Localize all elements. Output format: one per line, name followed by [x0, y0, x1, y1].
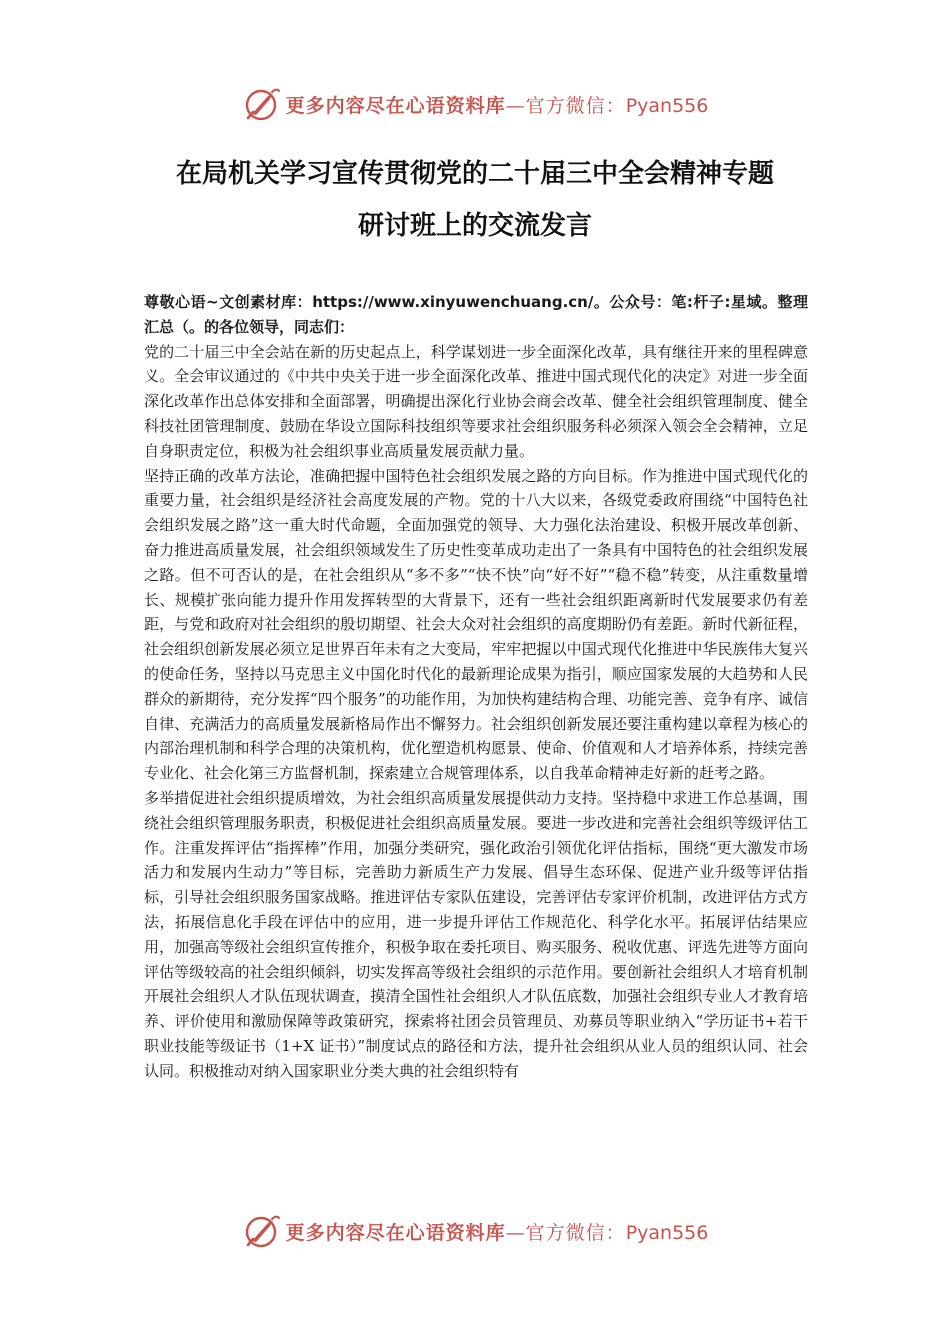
banner-text: [286, 91, 709, 118]
pen-nib-logo-icon: [242, 84, 282, 124]
banner-wechat-id: Pyan556: [625, 94, 709, 117]
body-paragraph-3: 多举措促进社会组织提质增效，为社会组织高质量发展提供动力支持。坚持稳中求进工作总基调，围绕社会组织管理服务职责，积极促进社会组织高质量发展。要进一步改进和完善社会组织等级评估工作。注重发挥评估“指挥棒”作用，加强分类研究，强化政治引领优化评估指标，围绕“更大激发市场活力和发展内生动力”等目标，完善助力新质生产力发展、倡导生态环保、促进产业升级等评估指标，引导社会组织服务国家战略。推进评估专家队伍建设，完善评估专家评价机制，改进评估方式方法，拓展信息化手段在评估中的应用，进一步提升评估工作规范化、科学化水平。拓展评估结果应用，加强高等级社会组织宣传推介，积极争取在委托项目、购买服务、税收优惠、评选先进等方面向评估等级较高的社会组织倾斜，切实发挥高等级社会组织的示范作用。要创新社会组织人才培育机制开展社会组织人才队伍现状调查，摸清全国性社会组织人才队伍底数，加强社会组织专业人才教育培养、评价使用和激励保障等政策研究，探索将社团会员管理员、劝募员等职业纳入“学历证书+若干职业技能等级证书（1+X 证书）”制度试点的路径和方法，提升社会组织从业人员的组织认同、社会认同。积极推动对纳入国家职业分类大典的社会组织特有: [144, 788, 808, 1080]
banner-wechat-id: Pyan556: [625, 1221, 709, 1244]
header-banner: [0, 84, 950, 124]
banner-text: [286, 1218, 709, 1245]
body-paragraph-2: 坚持正确的改革方法论，准确把握中国特色社会组织发展之路的方向目标。作为推进中国式现代化的重要力量，社会组织是经济社会高度发展的产物。党的十八大以来，各级党委政府围绕“中国特色社会组织发展之路”这一重大时代命题，全面加强党的领导、大力强化法治建设、积极开展改革创新、奋力推进高质量发展，社会组织领域发生了历史性变革成功走出了一条具有中国特色的社会组织发展之路。但不可否认的是，在社会组织从“多不多”“快不快”向“好不好”“稳不稳”转变，从注重数量增长、规模扩张向能力提升作用发挥转型的大背景下，还有一些社会组织距离新时代发展要求仍有差距，与党和政府对社会组织的殷切期望、社会大众对社会组织的高度期盼仍有差距。新时代新征程，社会组织创新发展必须立足世界百年未有之大变局，牢牢把握以中国式现代化推进中华民族伟大复兴的使命任务，坚持以马克思主义中国化时代化的最新理论成果为指引，顺应国家发展的大趋势和人民群众的新期待，充分发挥“四个服务”的功能作用，为加快构建结构合理、功能完善、竞争有序、诚信自律、充满活力的高质量发展新格局作出不懈努力。社会组织创新发展还要注重构建以章程为核心的内部治理机制和科学合理的决策机构，优化塑造机构愿景、使命、价值观和人才培养体系，持续完善专业化、社会化第三方监督机制，探索建立合规管理体系，以自我革命精神走好新的赶考之路。: [144, 466, 808, 783]
title-line-1: 在局机关学习宣传贯彻党的二十届三中全会精神专题: [175, 159, 774, 189]
banner-dash: —: [505, 94, 526, 117]
title-line-2: 研讨班上的交流发言: [357, 211, 592, 241]
footer-banner: [0, 1211, 950, 1251]
pen-nib-logo-icon: [242, 1211, 282, 1251]
banner-brand: 更多内容尽在心语资料库: [285, 1221, 506, 1244]
banner-dash: —: [505, 1221, 526, 1244]
document-body: [144, 290, 808, 1084]
banner-brand: 更多内容尽在心语资料库: [285, 94, 506, 117]
banner-wechat-label: 官方微信：: [525, 1221, 626, 1244]
banner-wechat-label: 官方微信：: [525, 94, 626, 117]
salutation: 尊敬心语~文创素材库：https://www.xinyuwenchuang.cn/。公众号：笔:杆子:星域。整理汇总（。的各位领导，同志们：: [144, 293, 808, 336]
body-paragraph-1: 党的二十届三中全会站在新的历史起点上，科学谋划进一步全面深化改革，具有继往开来的里程碑意义。全会审议通过的《中共中央关于进一步全面深化改革、推进中国式现代化的决定》对进一步全面深化改革作出总体安排和全面部署，明确提出深化行业协会商会改革、健全社会组织管理制度、健全科技社团管理制度、鼓励在华设立国际科技组织等要求社会组织服务科必须深入领会全会精神，立足自身职责定位，积极为社会组织事业高质量发展贡献力量。: [144, 342, 808, 460]
document-title: [100, 148, 850, 252]
